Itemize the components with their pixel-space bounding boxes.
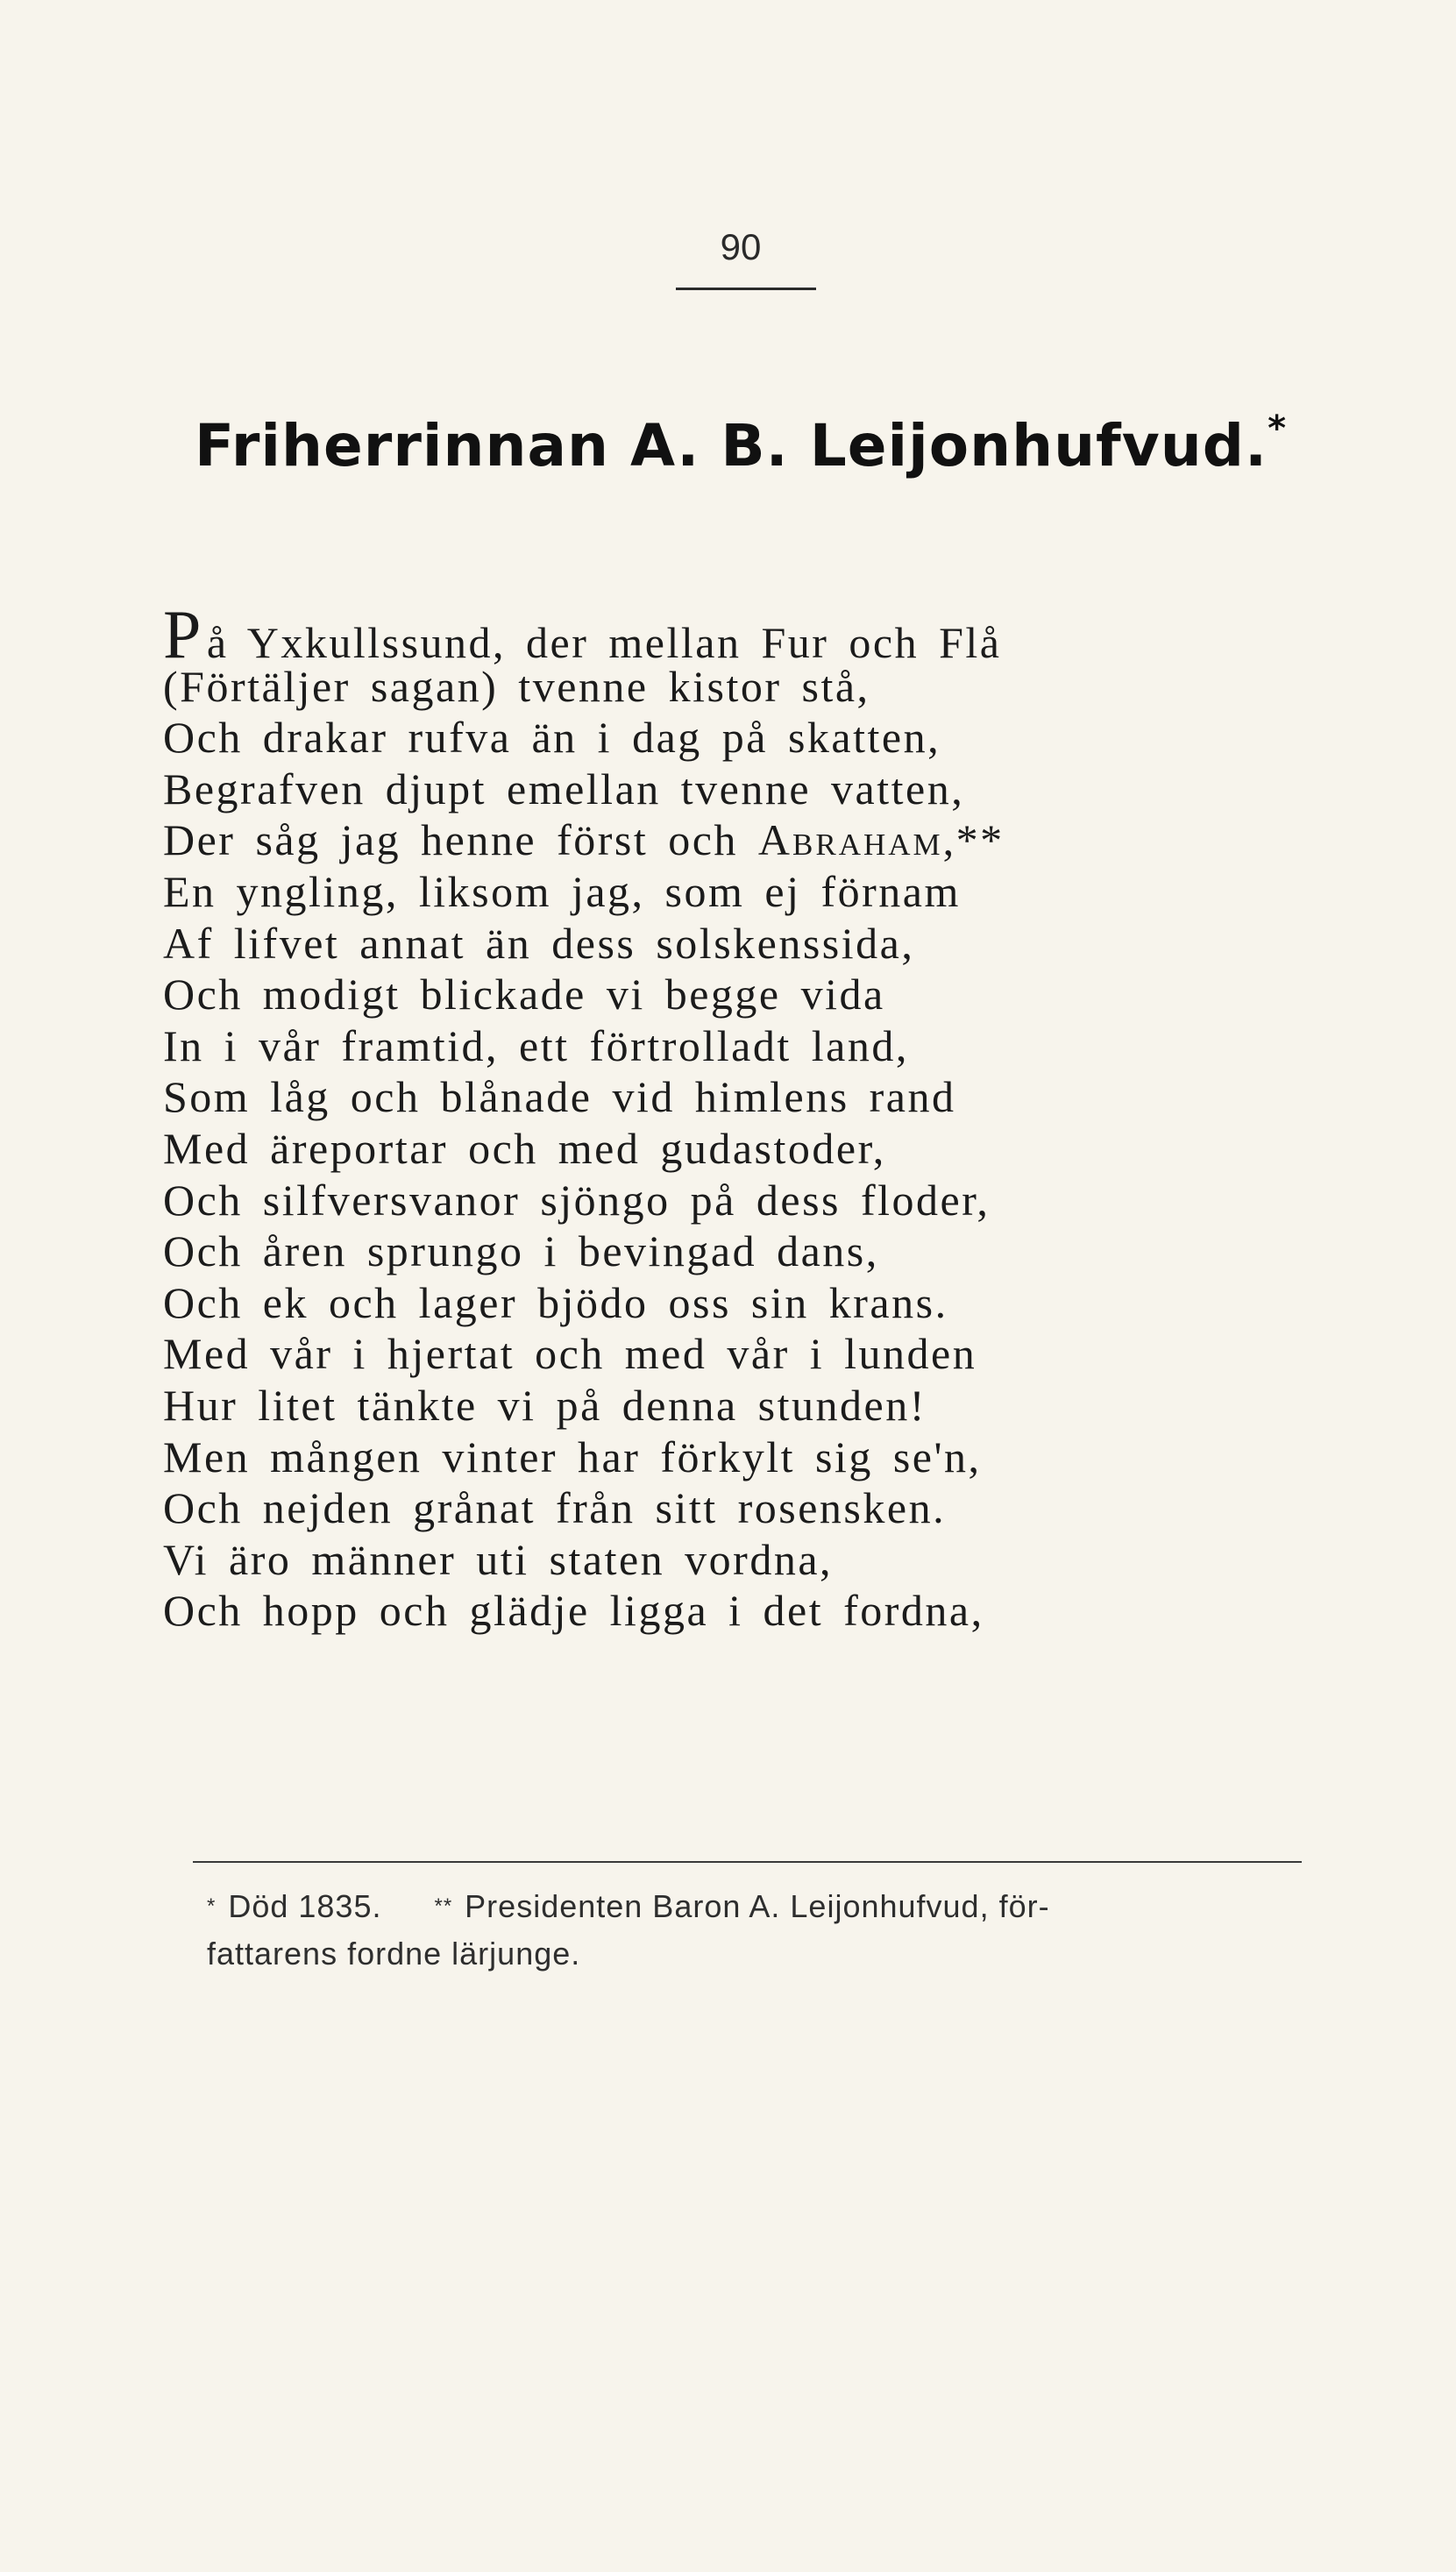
- poem-line: In i vår framtid, ett förtrolladt land,: [163, 1020, 909, 1070]
- footnote-rule: [193, 1861, 1302, 1863]
- poem-line-text: Der såg jag henne först och: [163, 815, 758, 865]
- poem-line: Och modigt blickade vi begge vida: [163, 970, 885, 1020]
- poem-line: Begrafven djupt emellan tvenne vatten,: [163, 764, 965, 814]
- poem-line: Och nejden grånat från sitt rosensken.: [163, 1483, 947, 1533]
- footnote-line: [207, 1883, 1346, 1930]
- poem-line: En yngling, liksom jag, som ej förnam: [163, 866, 961, 916]
- poem-line: Och silfversvanor sjöngo på dess floder,: [163, 1175, 991, 1225]
- poem-line: Men mången vinter har förkylt sig se'n,: [163, 1432, 982, 1481]
- poem-line: Vi äro männer uti staten vordna,: [163, 1534, 834, 1584]
- footnote-text: Presidenten Baron A. Leijonhufvud, för-: [465, 1888, 1050, 1924]
- poem-line: (Förtäljer sagan) tvenne kistor stå,: [163, 661, 870, 711]
- footnote-marker: **: [434, 1894, 453, 1918]
- footnote-marker: ,**: [942, 815, 1005, 865]
- poem-line: Och ek och lager bjödo oss sin krans.: [163, 1277, 948, 1327]
- poem-line: Och drakar rufva än i dag på skatten,: [163, 713, 941, 763]
- poem-line: Och åren sprungo i bevingad dans,: [163, 1226, 879, 1276]
- poem-line-text: å Yxkullssund, der mellan Fur och Flå: [206, 618, 1002, 667]
- poem-line: Med äreportar och med gudastoder,: [163, 1123, 886, 1173]
- poem-line: Som låg och blånade vid himlens rand: [163, 1072, 956, 1122]
- footnote-marker: *: [207, 1894, 217, 1918]
- footnote-text: Död 1835.: [228, 1888, 382, 1924]
- poem-title-footnote-marker: *: [1268, 409, 1288, 449]
- poem-line: Med vår i hjertat och med vår i lunden: [163, 1329, 977, 1379]
- poem-line: [163, 814, 1355, 866]
- poem-line: Och hopp och glädje ligga i det fordna,: [163, 1586, 984, 1636]
- poem-line: Hur litet tänkte vi på denna stunden!: [163, 1380, 927, 1430]
- footnotes: [207, 1883, 1346, 1978]
- poem-line: Af lifvet annat än dess solskenssida,: [163, 918, 915, 968]
- poem-line: [163, 596, 1355, 672]
- page-number-rule: [676, 288, 816, 290]
- drop-cap: P: [163, 596, 203, 672]
- page-number: 90: [720, 226, 762, 267]
- poem-title-text: Friherrinnan A. B. Leijonhufvud.: [195, 412, 1268, 480]
- poem-body: [163, 596, 1355, 1637]
- person-name: Abraham: [757, 815, 943, 865]
- poem-title: [195, 409, 1334, 480]
- footnote-line: fattarens fordne lärjunge.: [207, 1936, 581, 1972]
